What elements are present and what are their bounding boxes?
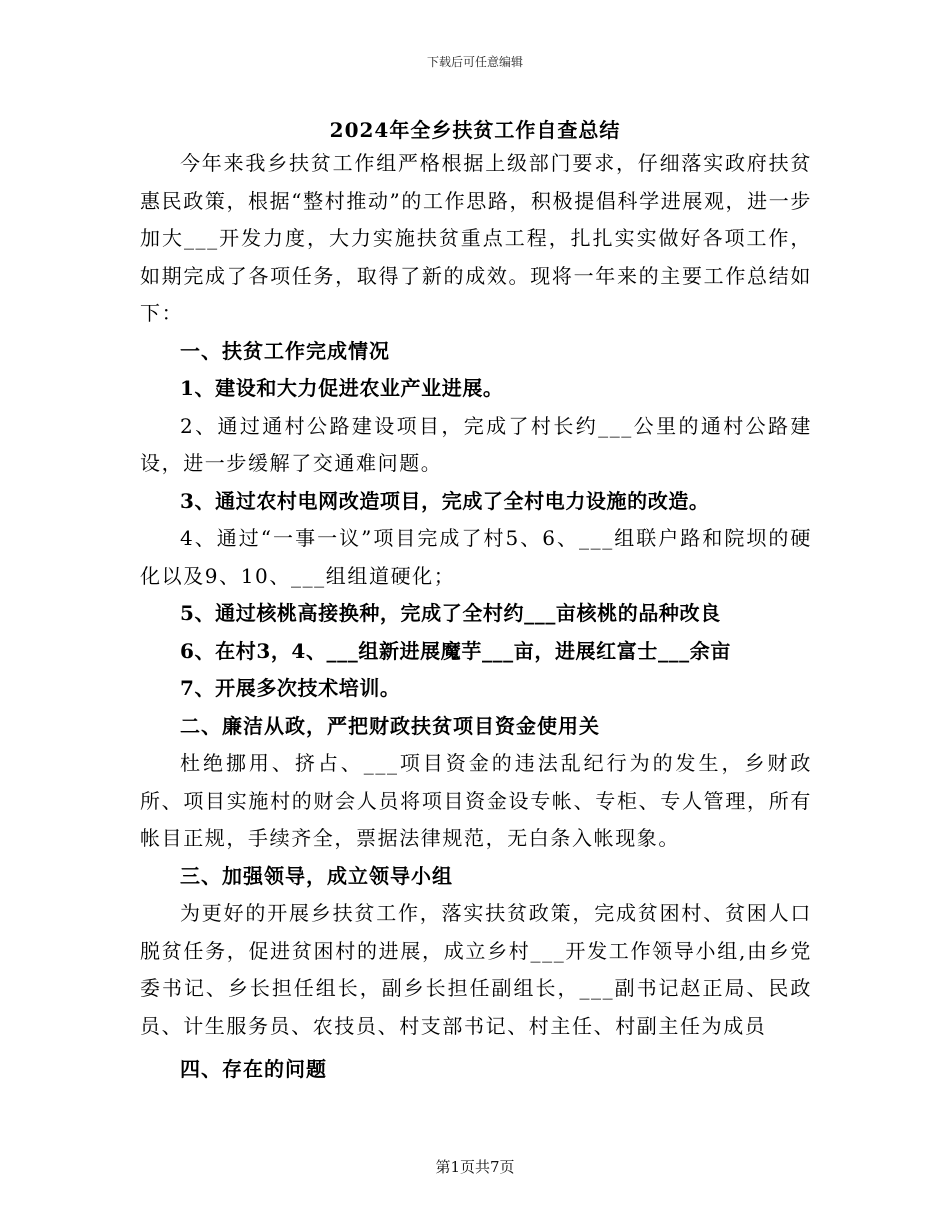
intro-paragraph: 今年来我乡扶贫工作组严格根据上级部门要求，仔细落实政府扶贫惠民政策，根据“整村推动”的工作思路，积极提倡科学进展观，进一步加大___开发力度，大力实施扶贫重点工程，扎扎实实做好各项工作，如期完成了各项任务，取得了新的成效。现将一年来的主要工作总结如下： (140, 151, 812, 325)
list-item-6: 6、在村3，4、___组新进展魔芋___亩，进展红富士___余亩 (180, 638, 731, 663)
document-body (140, 145, 812, 1089)
section-heading-2: 二、廉洁从政，严把财政扶贫项目资金使用关 (180, 713, 600, 738)
list-item-4: 4、通过“一事一议”项目完成了村5、6、___组联户路和院坝的硬化以及9、10、___组组道硬化； (140, 526, 812, 588)
list-item-3: 3、通过农村电网改造项目，完成了全村电力设施的改造。 (180, 488, 710, 513)
document-title: 2024年全乡扶贫工作自查总结 (329, 118, 621, 142)
list-item-5: 5、通过核桃高接换种，完成了全村约___亩核桃的品种改良 (180, 601, 721, 625)
section-3-paragraph: 为更好的开展乡扶贫工作，落实扶贫政策，完成贫困村、贫困人口脱贫任务，促进贫困村的进展，成立乡村___开发工作领导小组,由乡党委书记、乡长担任组长，副乡长担任副组长，___副书记赵正局、民政员、计生服务员、农技员、村支部书记、村主任、村副主任为成员 (140, 901, 812, 1038)
section-heading-1: 一、扶贫工作完成情况 (180, 338, 390, 363)
list-item-1: 1、建设和大力促进农业产业进展。 (180, 376, 504, 400)
section-2-paragraph: 杜绝挪用、挤占、___项目资金的违法乱纪行为的发生，乡财政所、项目实施村的财会人员将项目资金设专帐、专柜、专人管理，所有帐目正规，手续齐全，票据法律规范，无白条入帐现象。 (140, 751, 812, 850)
list-item-2: 2、通过通村公路建设项目，完成了村长约___公里的通村公路建设，进一步缓解了交通难问题。 (140, 413, 812, 475)
list-item-7: 7、开展多次技术培训。 (180, 676, 401, 700)
page-number-indicator: 第1页共7页 (435, 1158, 515, 1176)
section-heading-4: 四、存在的问题 (180, 1057, 327, 1081)
page-header-note: 下载后可任意编辑 (426, 55, 523, 69)
section-heading-3: 三、加强领导，成立领导小组 (180, 863, 453, 888)
